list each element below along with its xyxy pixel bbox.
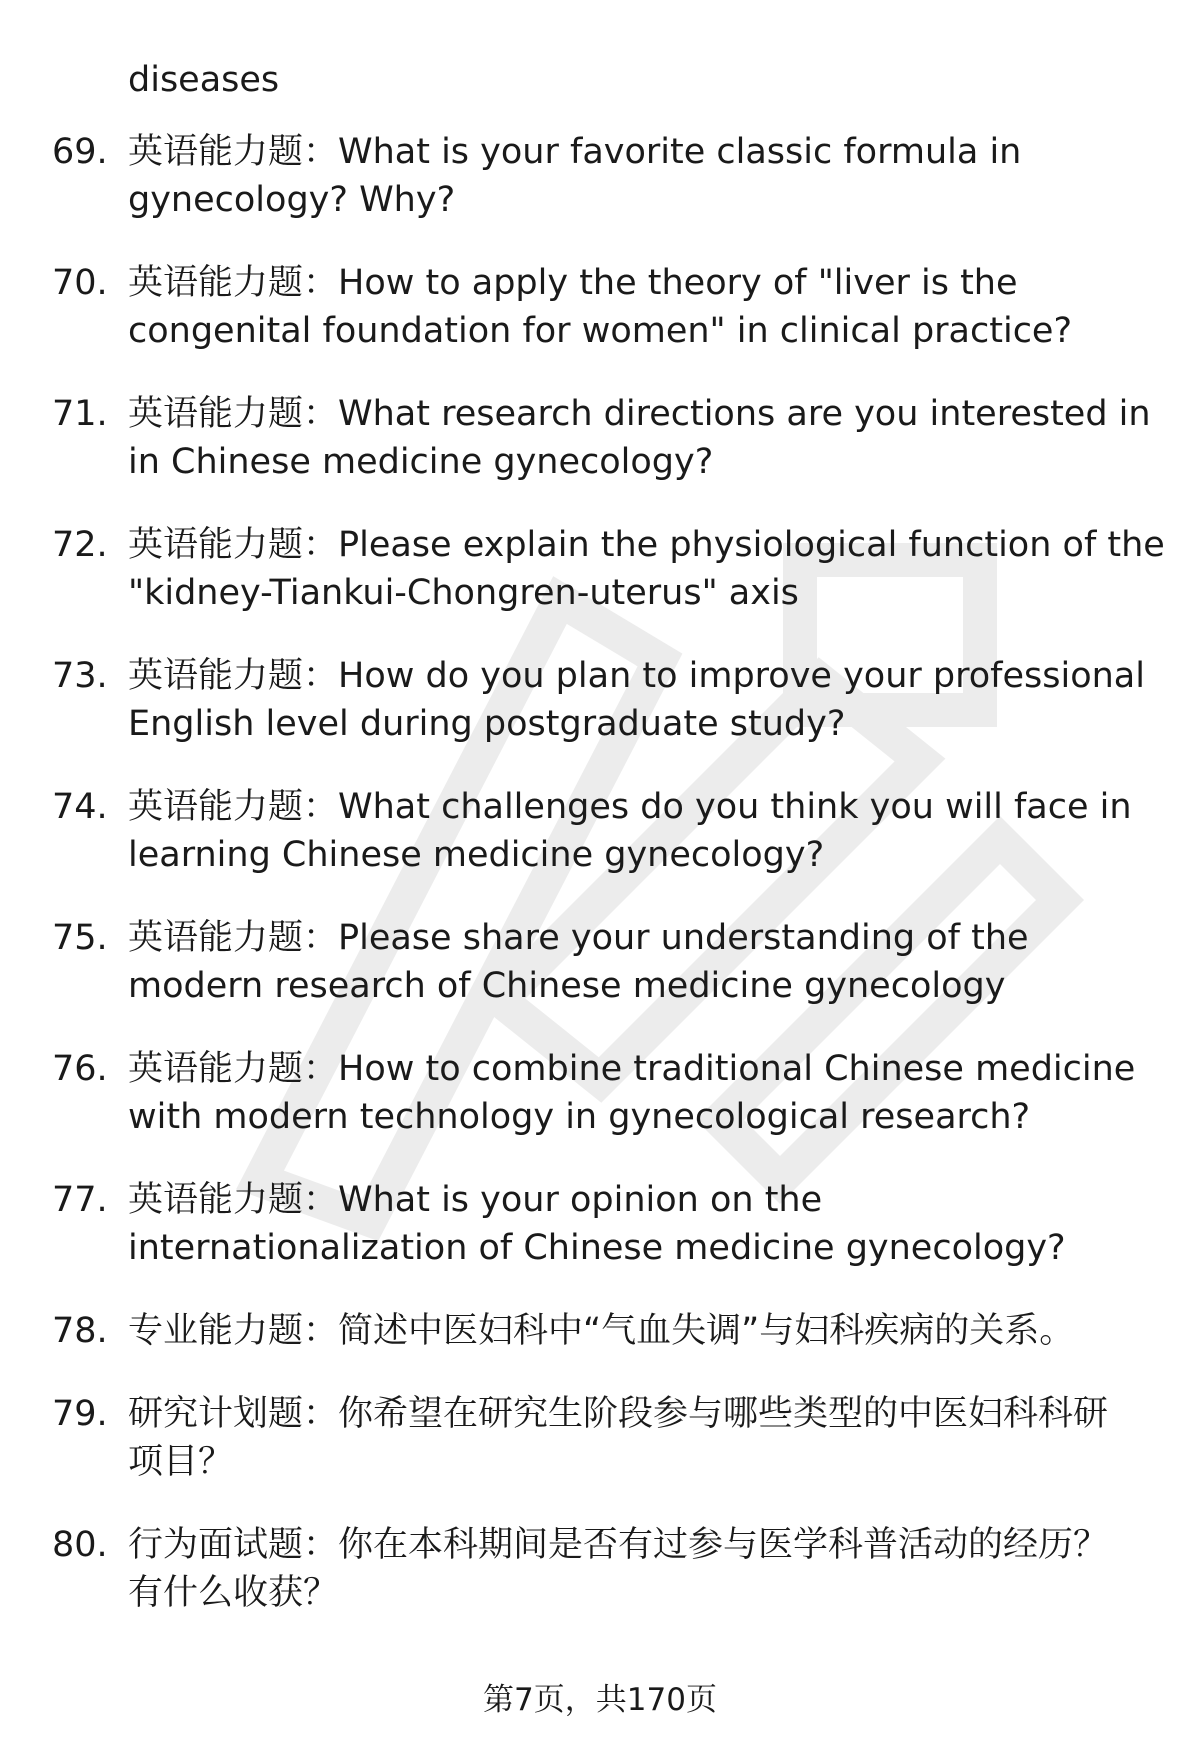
- question-number: 72.: [52, 525, 108, 565]
- question-text-line: 英语能力题：What is your favorite classic formula in: [128, 132, 1022, 172]
- question-text-line: 项目？: [128, 1442, 234, 1482]
- question-text-line: 研究计划题：你希望在研究生阶段参与哪些类型的中医妇科科研: [128, 1394, 1109, 1434]
- question-text-line: 英语能力题：What is your opinion on the: [128, 1180, 823, 1220]
- question-text-line: learning Chinese medicine gynecology?: [128, 835, 825, 875]
- question-number: 73.: [52, 656, 108, 696]
- question-text-line: 英语能力题：What research directions are you interested in: [128, 394, 1151, 434]
- question-text-line: 英语能力题：What challenges do you think you will face in: [128, 787, 1132, 827]
- question-text-line: "kidney-Tiankui-Chongren-uterus" axis: [128, 573, 799, 613]
- question-number: 80.: [52, 1525, 108, 1565]
- question-text-line: congenital foundation for women" in clinical practice?: [128, 311, 1073, 351]
- page-number-footer: 第7页，共170页: [483, 1682, 717, 1718]
- question-number: 79.: [52, 1394, 108, 1434]
- question-text-line: 英语能力题：How to combine traditional Chinese medicine: [128, 1049, 1136, 1089]
- question-number: 76.: [52, 1049, 108, 1089]
- question-number: 75.: [52, 918, 108, 958]
- question-text-line: modern research of Chinese medicine gynecology: [128, 966, 1006, 1006]
- question-text-line: in Chinese medicine gynecology?: [128, 442, 714, 482]
- question-number: 74.: [52, 787, 108, 827]
- question-number: 77.: [52, 1180, 108, 1220]
- question-text-line: with modern technology in gynecological research?: [128, 1097, 1031, 1137]
- question-text-line: 英语能力题：Please explain the physiological function of the: [128, 525, 1165, 565]
- question-number: 71.: [52, 394, 108, 434]
- question-number: 69.: [52, 132, 108, 172]
- question-text-line: 英语能力题：Please share your understanding of the: [128, 918, 1029, 958]
- question-text-line: gynecology? Why?: [128, 180, 456, 220]
- question-text-line: 英语能力题：How to apply the theory of "liver is the: [128, 263, 1018, 303]
- question-text-line: English level during postgraduate study?: [128, 704, 846, 744]
- question-text-line: 专业能力题：简述中医妇科中“气血失调”与妇科疾病的关系。: [128, 1311, 1075, 1351]
- question-number: 78.: [52, 1311, 108, 1351]
- question-text-line: internationalization of Chinese medicine gynecology?: [128, 1228, 1066, 1268]
- question-text-line: 有什么收获？: [128, 1573, 339, 1613]
- question-text-line: 英语能力题：How do you plan to improve your professional: [128, 656, 1145, 696]
- question-text-line: 行为面试题：你在本科期间是否有过参与医学科普活动的经历？: [128, 1525, 1109, 1565]
- continued-text: diseases: [128, 60, 280, 100]
- question-number: 70.: [52, 263, 108, 303]
